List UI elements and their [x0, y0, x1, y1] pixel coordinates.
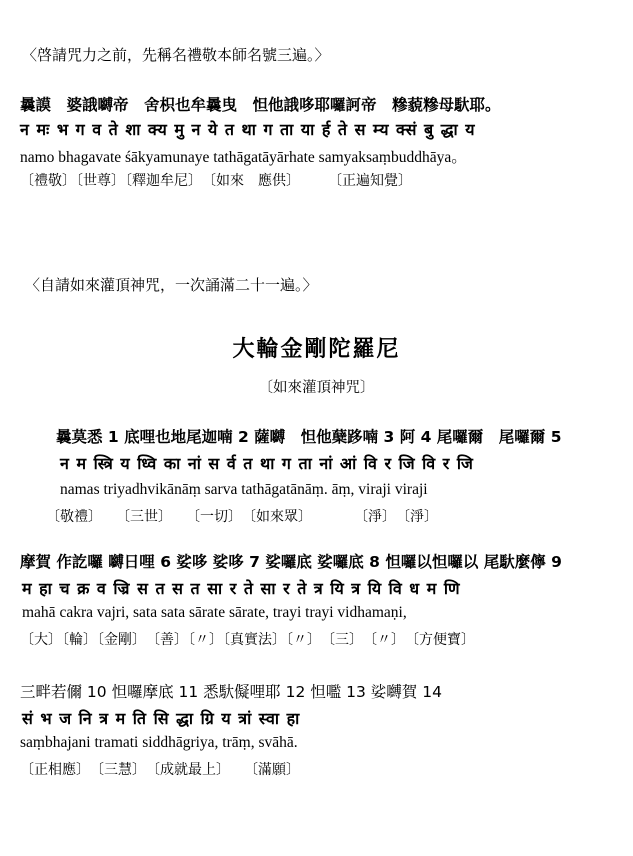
page-title: 大輪金剛陀羅尼 [232, 337, 401, 362]
verse-3-chinese-transliteration: 三畔若儞 10 怛囉摩底 11 悉馱儗哩耶 12 怛嚂 13 娑嚩賀 14 [20, 683, 442, 701]
verse-2-siddham-script: म हा च क्र व ज्रि स त स त सा र ते सा र ते त्र यि त्र यि वि ध म णि [22, 579, 461, 598]
verse-1-gloss: 〔敬禮〕 〔三世〕 〔一切〕 〔如來眾〕 〔淨〕 〔淨〕 [46, 509, 438, 525]
verse-3-gloss: 〔正相應〕 〔三慧〕 〔成就最上〕 〔滿願〕 [20, 762, 300, 778]
verse-1-romanization: namas triyadhvikānāṃ sarva tathāgatānāṃ. āṃ, viraji viraji [60, 481, 428, 498]
verse-2-chinese-transliteration: 摩賀 作訖囉 嚩日哩 6 娑哆 娑哆 7 娑囉底 娑囉底 8 怛囉以怛囉以 尾馱麼儜 9 [20, 553, 562, 571]
verse-1-siddham-script: न म स्त्रि य ध्वि का नां स र्व त था ग ता नां आं वि र जि वि र जि [60, 454, 474, 473]
homage-gloss: 〔禮敬〕〔世尊〕〔釋迦牟尼〕 〔如來 應供〕 〔正遍知覺〕 [20, 173, 412, 189]
intro-note-2: 〈自請如來灌頂神咒，一次誦滿二十一遍。〉 [25, 276, 318, 294]
homage-chinese-transliteration: 曩謨 婆誐嚩帝 舍枳也牟曩曳 怛他誐哆耶囉訶帝 糝藐糝母馱耶。 [20, 96, 501, 114]
homage-romanization: namo bhagavate śākyamunaye tathāgatāyārhate samyaksaṃbuddhāya。 [20, 149, 467, 166]
intro-note-1: 〈啓請咒力之前，先稱名禮敬本師名號三遍。〉 [22, 46, 330, 64]
verse-3-siddham-script: सं भ ज नि त्र म ति सि द्धा ग्रि य त्रां स्वा हा [22, 709, 301, 728]
verse-2-gloss: 〔大〕〔輪〕〔金剛〕 〔善〕〔〃〕〔真實法〕〔〃〕 〔三〕 〔〃〕 〔方便寶〕 [20, 632, 475, 648]
homage-siddham-script: न मः भ ग व ते शा क्य मु न ये त था ग ता या र्ह ते स म्य क्सं बु द्धा य [20, 120, 476, 139]
verse-2-romanization: mahā cakra vajri, sata sata sārate sārate, trayi trayi vidhamaṇi, [22, 604, 407, 621]
verse-1-chinese-transliteration: 曩莫悉 1 底哩也地尾迦喃 2 薩嚩 怛他蘖跢喃 3 阿 4 尾囉爾 尾囉爾 5 [56, 428, 562, 446]
verse-3-romanization: saṃbhajani tramati siddhāgriya, trāṃ, svāhā. [20, 734, 298, 751]
page-subtitle: 〔如來灌頂神咒〕 [258, 380, 375, 396]
